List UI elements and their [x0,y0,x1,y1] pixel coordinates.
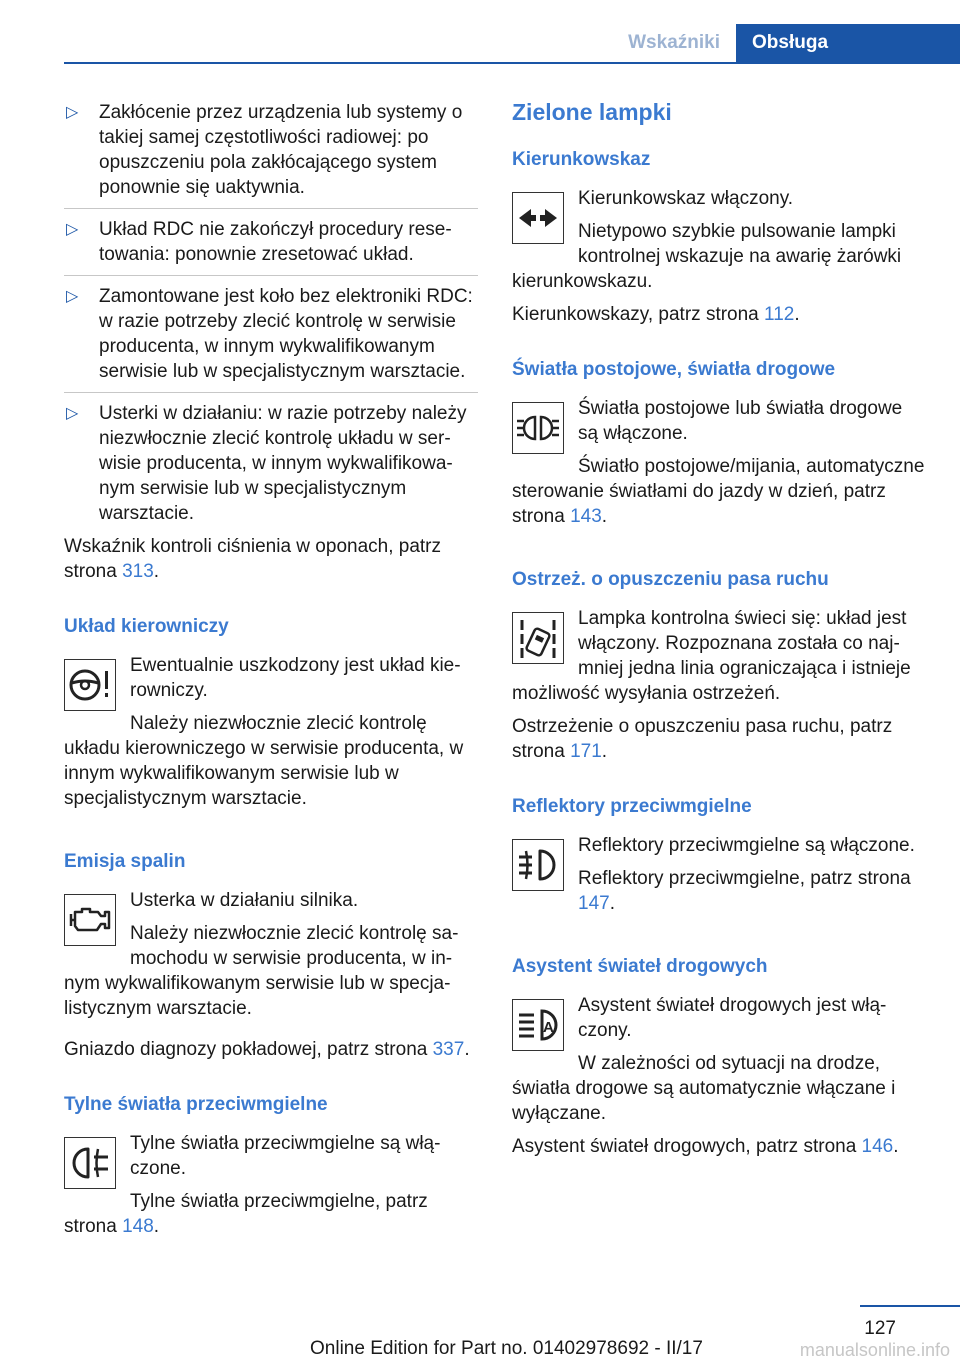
right-column [512,100,926,1167]
triangle-bullet-icon: ▷ [66,221,79,238]
page-link[interactable]: 313 [122,561,154,582]
front-fog-light-icon [512,839,564,891]
header-rule [64,62,960,64]
page-number: 127 [864,1318,896,1339]
rear-fog-reference: Tylne światła przeciwmgielne, patrz strona 148. [64,1191,428,1237]
steering-warning-icon [64,659,116,711]
lane-block: Lampka kontrolna świeci się: układ jest włączony. Rozpoznana została co najmniej jedna linia ograniczająca i istnieje możliwość wysyłania ostrzeżeń. [512,608,911,704]
page-title: Zielone lampki [512,99,672,125]
svg-text:A: A [543,1019,554,1036]
page-link[interactable]: 147 [578,893,610,914]
page-link[interactable]: 146 [861,1136,894,1157]
tab-wskazniki[interactable]: Wskaźniki [628,32,720,53]
high-beam-reference: Asystent świateł drogowych, patrz strona 146. [512,1136,899,1157]
section-title-rear-fog: Tylne światła przeciwmgielne [64,1094,328,1115]
section-title-front-fog: Reflektory przeciwmgielne [512,796,752,817]
watermark: manualsonline.info [799,1340,950,1360]
divider [64,392,478,393]
list-item: ▷ Układ RDC nie zakończył procedury resetowania: ponownie zresetować układ. [66,219,452,265]
page-link[interactable]: 148 [122,1216,154,1237]
high-beam-assist-icon [512,999,564,1051]
list-item: ▷ Usterki w działaniu: w razie potrzeby należy niezwłocznie zlecić kontrolę układu w serwisie producenta, w innym wykwalifikowanym serwisie lub w specjalistycznym warsztacie. [66,403,467,524]
tab-obsluga[interactable]: Obsługa [736,24,960,62]
emission-block: Usterka w działaniu silnika. Należy niezwłocznie zlecić kontrolę samochodu w serwisie producenta, w innym wykwalifikowanym serwisie lub w specjalistycznym warsztacie. [64,890,459,1019]
turn-signal-icon [512,192,564,244]
page-link[interactable]: 171 [570,741,602,762]
triangle-bullet-icon: ▷ [66,405,79,422]
list-item: ▷ Zamontowane jest koło bez elektroniki RDC: w razie potrzeby zlecić kontrolę w serwisie producenta, w innym wykwalifikowanym serwisie lub w specjalistycznym warsztacie. [66,286,473,382]
high-beam-block: A Asystent świateł drogowych jest włączony. W zależności od sytuacji na drodze, światła drogowe są automatycznie włączane i wyłączane. [512,995,896,1124]
page-link[interactable]: 143 [570,506,602,527]
lane-reference: Ostrzeżenie o opuszczeniu pasa ruchu, patrz strona 171. [512,716,893,762]
section-title-turn: Kierunkowskaz [512,149,651,170]
header-tabs [612,24,960,62]
engine-icon [64,894,116,946]
divider [64,208,478,209]
triangle-bullet-icon: ▷ [66,288,79,305]
footer-rule [860,1305,960,1307]
divider [64,275,478,276]
section-title-steering: Układ kierowniczy [64,616,229,637]
diagnosis-reference: Gniazdo diagnozy pokładowej, patrz strona 337. [64,1039,470,1060]
page-link[interactable]: 112 [764,304,795,325]
section-title-lane: Ostrzeż. o opuszczeniu pasa ruchu [512,569,829,590]
front-fog-block: Reflektory przeciwmgielne są włączone. Reflektory przeciwmgielne, patrz strona 147. [512,833,926,924]
left-column [64,100,478,1247]
section-title-parking: Światła postojowe, światła drogowe [512,359,836,380]
steering-block: Ewentualnie uszkodzony jest układ kierowniczy. Należy niezwłocznie zlecić kontrolę układu kierowniczego w serwisie producenta, w innym wykwalifikowanym serwisie lub w specjalistycznym warsztacie. [64,655,464,809]
section-title-high-beam: Asystent świateł drogowych [512,956,768,977]
page-link[interactable]: 337 [432,1039,465,1060]
rear-fog-block: Tylne światła przeciwmgielne są włączone. Tylne światła przeciwmgielne, patrz strona 148. [64,1131,478,1247]
tpms-reference: Wskaźnik kontroli ciśnienia w oponach, patrz strona 313. [64,536,442,582]
edition-footer: Online Edition for Part no. 01402978692 - II/17 [310,1338,703,1359]
parking-block: Światła postojowe lub światła drogowe są włączone. Światło postojowe/mijania, automatyczne sterowanie światłami do jazdy w dzień, patrz strona 143. [512,398,925,527]
lane-departure-icon [512,612,564,664]
section-title-emission: Emisja spalin [64,851,186,872]
front-fog-reference: Reflektory przeciwmgielne, patrz strona 147. [578,868,911,914]
parking-light-icon [512,402,564,454]
turn-block: Kierunkowskaz włączony. Nietypowo szybkie pulsowanie lampki kontrolnej wskazuje na awarię żarówki kierunkowskazu. [512,188,902,292]
triangle-bullet-icon: ▷ [66,104,79,121]
list-item: ▷ Zakłócenie przez urządzenia lub systemy o takiej samej częstotliwości radiowej: po opuszczeniu pola zakłócającego system ponownie się uaktywnia. [66,102,463,198]
parking-reference: Światło postojowe/mijania, automatyczne sterowanie światłami do jazdy w dzień, patrz strona 143. [512,456,925,527]
rear-fog-light-icon [64,1137,116,1189]
turn-reference: Kierunkowskazy, patrz strona 112. [512,304,800,325]
